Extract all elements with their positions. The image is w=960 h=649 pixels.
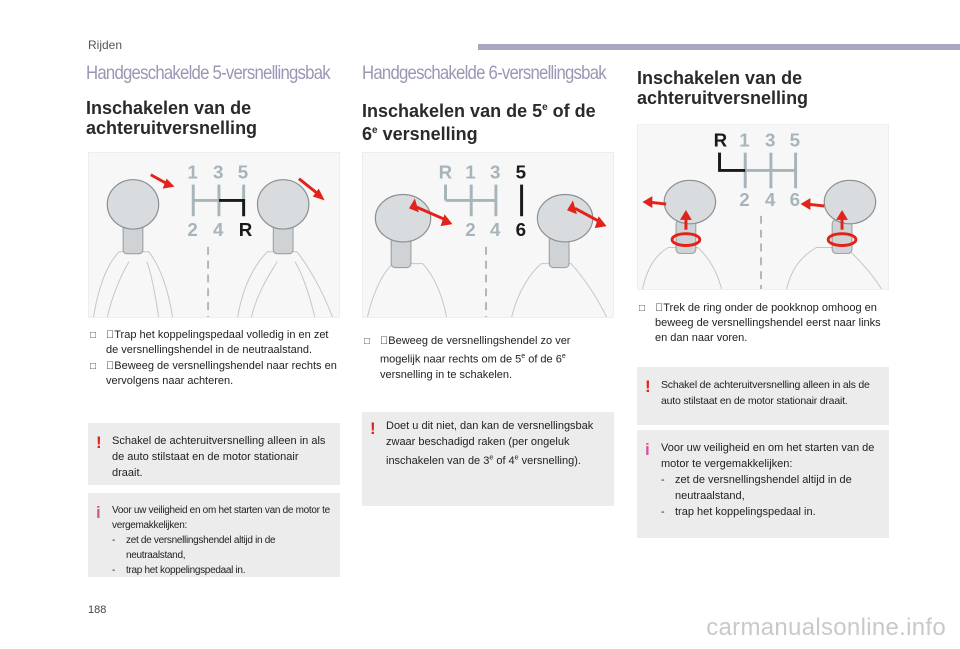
gear-label-2: 2 [187,218,198,240]
gear-label-4: 4 [489,218,501,240]
checkbox-bullet-icon: □ [90,361,97,372]
exclamation-warning-icon: ! [96,433,102,452]
info-intro: Voor uw veiligheid en om het starten van de motor te vergemakkelijken: [112,505,330,531]
info-i-icon: i [645,440,650,459]
gear-label-r: R [438,161,453,183]
exclamation-warning-icon: ! [370,419,376,438]
section-title: Handgeschakelde 5-versnellingsbak [86,62,330,84]
gear-label-1: 1 [187,161,198,183]
list-item: □ Beweeg de versnellingshendel naar rechts en vervolgens naar achteren. [90,360,337,387]
info-i-icon: i [96,503,101,522]
subsection-title: Inschakelen van de achteruitversnelling [86,98,258,138]
bullet-list [362,334,612,384]
gear-label-r: R [713,129,728,151]
gearshift-5-illustration [88,152,340,318]
page-number: 188 [88,604,107,616]
subsection-title: Inschakelen van de achteruitversnelling [637,68,809,108]
list-item: - zet de versnellingshendel altijd in de neutraalstand, [661,474,852,502]
list-item: □ Trap het koppelingspedaal volledig in en zet de versnellingshendel in de neutraalstand. [90,329,329,356]
gearshift-reverse-illustration [637,124,889,290]
warning-box [362,412,614,506]
checkbox-bullet-icon: □ [90,330,97,341]
gear-label-2: 2 [465,218,476,240]
list-item: - trap het koppelingspedaal in. [112,565,246,576]
checkbox-bullet-icon: □ [364,336,371,347]
gear-label-1: 1 [739,129,750,151]
gear-label-5: 5 [515,161,527,183]
warning-text: Doet u dit niet, dan kan de versnellingsbak zwaar beschadigd raken (per ongeluk inschakelen van de 3e of 4e versnelling). [386,420,594,467]
checkbox-bullet-icon: □ [639,303,646,314]
info-box [637,430,889,538]
gear-label-2: 2 [739,189,750,211]
gear-label-3: 3 [764,129,776,151]
info-list [661,472,879,520]
warning-text: Schakel de achteruitversnelling alleen in als de auto stilstaat en de motor stationair draait. [112,435,326,479]
gear-label-5: 5 [237,161,249,183]
gear-label-3: 3 [213,161,224,183]
bullet-list [637,301,891,347]
section-tag: Rijden [88,38,123,52]
section-title: Handgeschakelde 6-versnellingsbak [362,62,606,84]
list-item: □ Trek de ring onder de pookknop omhoog en beweeg de versnellingshendel eerst naar links en dan naar voren. [639,302,881,344]
gear-label-6: 6 [789,189,801,211]
header-accent-bar [478,44,960,50]
gear-label-4: 4 [764,189,776,211]
list-item: □ Beweeg de versnellingshendel zo ver mogelijk naar rechts om de 5e of de 6e versnelling in te schakelen. [364,335,571,381]
info-list [112,533,330,578]
gearshift-6-illustration [362,152,614,318]
warning-text: Schakel de achteruitversnelling alleen in als de auto stilstaat en de motor stationair draait. [661,379,870,407]
list-item: - trap het koppelingspedaal in. [661,506,816,518]
gear-label-1: 1 [465,161,476,183]
info-intro: Voor uw veiligheid en om het starten van de motor te vergemakkelijken: [661,442,875,470]
bullet-list [88,328,342,390]
subsection-title: Inschakelen van de 5e of de 6e versnelling [362,101,596,144]
list-item: - zet de versnellingshendel altijd in de neutraalstand, [112,535,276,561]
warning-box [88,423,340,485]
gear-label-6: 6 [515,218,527,240]
gear-label-5: 5 [789,129,801,151]
warning-box [637,367,889,425]
column-reverse [637,62,891,108]
watermark: carmanualsonline.info [706,614,946,641]
column-6-speed [362,62,616,144]
gear-label-r: R [238,218,253,240]
column-5-speed [86,62,340,138]
gear-label-4: 4 [213,218,224,240]
exclamation-warning-icon: ! [645,377,651,396]
info-box [88,493,340,577]
gear-label-3: 3 [489,161,501,183]
